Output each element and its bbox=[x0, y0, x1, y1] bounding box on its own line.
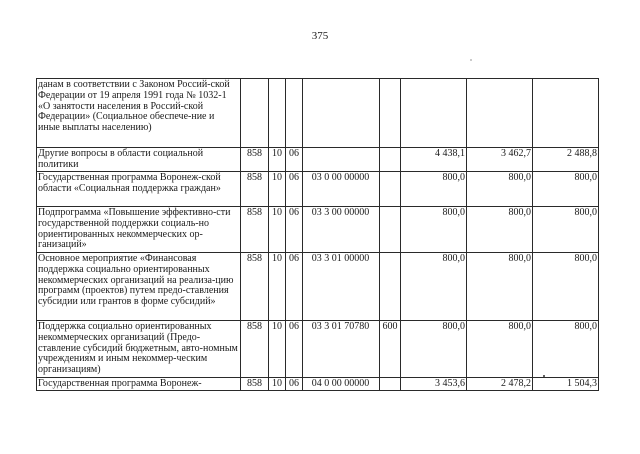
cell-name: Другие вопросы в области социальной политики bbox=[37, 148, 241, 172]
budget-table bbox=[36, 78, 599, 391]
page-number: 375 bbox=[311, 30, 329, 42]
cell-amount-year3: 800,0 bbox=[533, 321, 599, 378]
cell-subsection: 06 bbox=[286, 253, 303, 321]
cell-subsection: 06 bbox=[286, 148, 303, 172]
cell-name: данам в соответствии с Законом Россий-ской Федерации от 19 апреля 1991 года № 1032-1 «О занятости населения в Россий-ской Федерации» (Социальное обеспече-ние и иные выплаты населению) bbox=[37, 79, 241, 148]
cell-amount-year3: 2 488,8 bbox=[533, 148, 599, 172]
table-row bbox=[37, 378, 599, 391]
cell-amount-year2: 3 462,7 bbox=[467, 148, 533, 172]
cell-amount-year2: 2 478,2 bbox=[467, 378, 533, 391]
cell-name: Подпрограмма «Повышение эффективно-сти государственной поддержки социаль-но ориентированных некоммерческих ор-ганизаций» bbox=[37, 207, 241, 253]
table-row bbox=[37, 79, 599, 148]
table-row bbox=[37, 172, 599, 207]
cell-name: Государственная программа Воронеж-ской области «Социальная поддержка граждан» bbox=[37, 172, 241, 207]
cell-amount-year3: 800,0 bbox=[533, 207, 599, 253]
cell-target-article: 03 3 01 00000 bbox=[303, 253, 380, 321]
cell-target-article: 03 3 00 00000 bbox=[303, 207, 380, 253]
cell-expense-type bbox=[380, 148, 401, 172]
cell-section: 10 bbox=[269, 172, 286, 207]
cell-amount-year1 bbox=[401, 79, 467, 148]
cell-amount-year1: 800,0 bbox=[401, 207, 467, 253]
cell-target-article bbox=[303, 79, 380, 148]
cell-amount-year2: 800,0 bbox=[467, 253, 533, 321]
cell-amount-year3: 800,0 bbox=[533, 253, 599, 321]
cell-name: Государственная программа Воронеж- bbox=[37, 378, 241, 391]
cell-subsection bbox=[286, 79, 303, 148]
table-row bbox=[37, 148, 599, 172]
cell-ministry-code: 858 bbox=[241, 207, 269, 253]
cell-ministry-code: 858 bbox=[241, 172, 269, 207]
cell-ministry-code: 858 bbox=[241, 378, 269, 391]
cell-section: 10 bbox=[269, 321, 286, 378]
table-row bbox=[37, 321, 599, 378]
cell-ministry-code: 858 bbox=[241, 148, 269, 172]
cell-target-article: 03 0 00 00000 bbox=[303, 172, 380, 207]
cell-subsection: 06 bbox=[286, 321, 303, 378]
cell-amount-year1: 800,0 bbox=[401, 172, 467, 207]
cell-section: 10 bbox=[269, 148, 286, 172]
cell-expense-type: 600 bbox=[380, 321, 401, 378]
cell-amount-year3: 800,0 bbox=[533, 172, 599, 207]
cell-expense-type bbox=[380, 79, 401, 148]
scan-speck bbox=[470, 59, 472, 61]
scan-speck bbox=[543, 375, 545, 377]
cell-name: Основное мероприятие «Финансовая поддержка социально ориентированных некоммерческих организаций на реализа-цию программ (проектов) путем предо-ставления субсидии или грантов в форме субсидий» bbox=[37, 253, 241, 321]
cell-section: 10 bbox=[269, 207, 286, 253]
cell-amount-year2: 800,0 bbox=[467, 207, 533, 253]
cell-target-article: 03 3 01 70780 bbox=[303, 321, 380, 378]
cell-ministry-code bbox=[241, 79, 269, 148]
cell-ministry-code: 858 bbox=[241, 253, 269, 321]
cell-target-article bbox=[303, 148, 380, 172]
cell-amount-year3: 1 504,3 bbox=[533, 378, 599, 391]
cell-amount-year2 bbox=[467, 79, 533, 148]
cell-expense-type bbox=[380, 253, 401, 321]
cell-subsection: 06 bbox=[286, 378, 303, 391]
cell-amount-year1: 800,0 bbox=[401, 253, 467, 321]
cell-section: 10 bbox=[269, 378, 286, 391]
cell-amount-year2: 800,0 bbox=[467, 172, 533, 207]
cell-section bbox=[269, 79, 286, 148]
cell-amount-year1: 3 453,6 bbox=[401, 378, 467, 391]
cell-amount-year1: 800,0 bbox=[401, 321, 467, 378]
cell-ministry-code: 858 bbox=[241, 321, 269, 378]
cell-expense-type bbox=[380, 378, 401, 391]
cell-target-article: 04 0 00 00000 bbox=[303, 378, 380, 391]
cell-name: Поддержка социально ориентированных некоммерческих организаций (Предо-ставление субсидий бюджетным, авто-номным учреждениям и иным некоммер-ческим организациям) bbox=[37, 321, 241, 378]
table-row bbox=[37, 207, 599, 253]
table-row bbox=[37, 253, 599, 321]
cell-subsection: 06 bbox=[286, 172, 303, 207]
cell-subsection: 06 bbox=[286, 207, 303, 253]
cell-amount-year2: 800,0 bbox=[467, 321, 533, 378]
cell-amount-year3 bbox=[533, 79, 599, 148]
cell-expense-type bbox=[380, 172, 401, 207]
cell-amount-year1: 4 438,1 bbox=[401, 148, 467, 172]
cell-section: 10 bbox=[269, 253, 286, 321]
cell-expense-type bbox=[380, 207, 401, 253]
